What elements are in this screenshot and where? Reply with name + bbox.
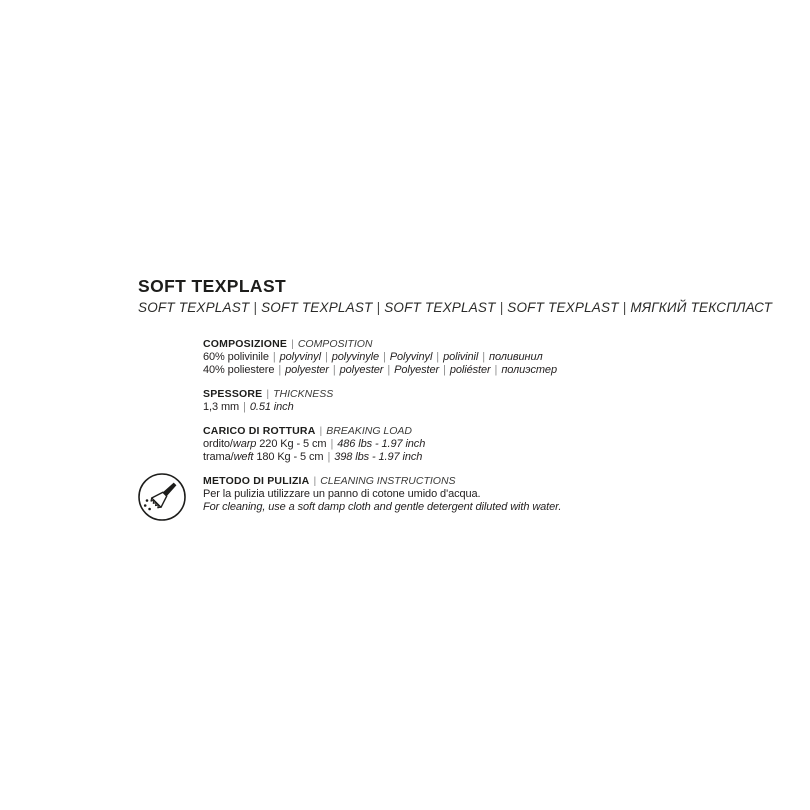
direction-italian: trama/ xyxy=(203,451,234,463)
header xyxy=(138,276,773,316)
composition-row xyxy=(203,364,673,377)
section-label xyxy=(203,338,673,351)
composition-translation: polyester xyxy=(285,364,329,376)
value-separator: | xyxy=(443,364,446,376)
label-italian: COMPOSIZIONE xyxy=(203,338,288,350)
subtitle-separator: | xyxy=(253,300,258,315)
section-composition xyxy=(203,338,673,377)
value-separator: | xyxy=(278,364,282,376)
load-imperial: 398 lbs - 1.97 inch xyxy=(334,451,423,463)
section-label xyxy=(203,475,673,488)
page-subtitle xyxy=(138,300,773,316)
section-cleaning xyxy=(203,475,673,514)
composition-translation: полиэстер xyxy=(501,364,557,376)
value-separator: | xyxy=(383,351,386,363)
label-separator: | xyxy=(291,338,294,350)
subtitle-part: SOFT TEXPLAST xyxy=(138,300,250,315)
load-metric: 180 Kg - 5 cm xyxy=(253,451,324,463)
load-imperial: 486 lbs - 1.97 inch xyxy=(337,438,426,450)
label-italian: CARICO DI ROTTURA xyxy=(203,425,316,437)
subtitle-part: SOFT TEXPLAST xyxy=(384,300,496,315)
composition-translation: poliéster xyxy=(449,364,491,376)
label-separator: | xyxy=(313,475,317,487)
cleaning-instruction-italian: Per la pulizia utilizzare un panno di cotone umido d'acqua. xyxy=(203,488,481,500)
composition-translation: поливинил xyxy=(489,351,543,363)
label-italian: SPESSORE xyxy=(203,388,263,400)
direction-english: warp xyxy=(232,438,257,450)
breaking-load-row xyxy=(203,438,673,451)
composition-base: 60% polivinile xyxy=(203,351,269,363)
load-metric: 220 Kg - 5 cm xyxy=(256,438,327,450)
direction-italian: ordito/ xyxy=(203,438,233,450)
label-separator: | xyxy=(319,425,323,437)
composition-translation: Polyvinyl xyxy=(389,351,433,363)
label-english: COMPOSITION xyxy=(297,338,373,350)
subtitle-separator: | xyxy=(499,300,504,315)
thickness-metric: 1,3 mm xyxy=(203,401,240,413)
label-separator: | xyxy=(266,388,270,400)
composition-translation: polyvinyl xyxy=(279,351,321,363)
composition-translation: Polyester xyxy=(394,364,440,376)
value-separator: | xyxy=(324,351,328,363)
label-english: BREAKING LOAD xyxy=(326,425,412,437)
section-label xyxy=(203,425,673,438)
page-title: SOFT TEXPLAST xyxy=(138,276,287,296)
value-separator: | xyxy=(330,438,334,450)
composition-base: 40% poliestere xyxy=(203,364,275,376)
value-separator: | xyxy=(332,364,336,376)
value-separator: | xyxy=(272,351,276,363)
subtitle-separator: | xyxy=(622,300,627,315)
cleaning-brush-icon xyxy=(137,472,187,522)
label-english: THICKNESS xyxy=(273,388,334,400)
section-breaking-load xyxy=(203,425,673,464)
section-label xyxy=(203,388,673,401)
value-separator: | xyxy=(387,364,391,376)
thickness-imperial: 0.51 inch xyxy=(249,401,294,413)
subtitle-part-ru: МЯГКИЙ ТЕКСПЛАСТ xyxy=(630,300,773,315)
composition-translation: polyester xyxy=(339,364,384,376)
value-separator: | xyxy=(482,351,486,363)
value-separator: | xyxy=(494,364,498,376)
value-separator: | xyxy=(243,401,246,413)
label-italian: METODO DI PULIZIA xyxy=(203,475,310,487)
section-thickness xyxy=(203,388,673,414)
cleaning-instruction-english: For cleaning, use a soft damp cloth and gentle detergent diluted with water. xyxy=(203,501,562,513)
label-english: CLEANING INSTRUCTIONS xyxy=(320,475,456,487)
value-separator: | xyxy=(436,351,440,363)
subtitle-separator: | xyxy=(376,300,381,315)
spec-content xyxy=(203,338,673,514)
direction-english: weft xyxy=(233,451,254,463)
composition-translation: polyvinyle xyxy=(331,351,380,363)
value-separator: | xyxy=(327,451,331,463)
thickness-value-row xyxy=(203,401,673,414)
breaking-load-row xyxy=(203,451,673,464)
subtitle-part: SOFT TEXPLAST xyxy=(507,300,619,315)
composition-row xyxy=(203,351,673,364)
subtitle-part: SOFT TEXPLAST xyxy=(261,300,373,315)
composition-translation: polivinil xyxy=(443,351,479,363)
